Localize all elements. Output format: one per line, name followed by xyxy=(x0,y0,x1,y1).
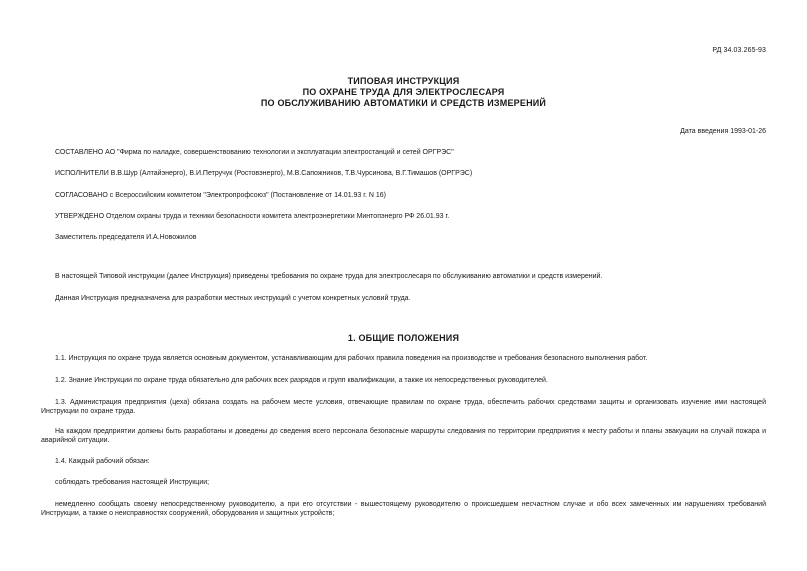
approved-by: УТВЕРЖДЕНО Отделом охраны труда и техники безопасности комитета электроэнергетики Минтопэнерго РФ 26.01.93 г. xyxy=(55,213,450,220)
document-code: РД 34.03.265-93 xyxy=(712,47,766,54)
preamble-paragraph-2: Данная Инструкция предназначена для разработки местных инструкций с учетом конкретных условий труда. xyxy=(55,295,411,302)
paragraph-1-3-routes: На каждом предприятии должны быть разработаны и доведены до сведения всего персонала безопасные маршруты следования по территории предприятия к месту работы и планы эвакуации на случай пожара и аварийной ситуации. xyxy=(41,428,766,444)
paragraph-1-2: 1.2. Знание Инструкции по охране труда обязательно для рабочих всех разрядов и групп квалификации, а также их непосредственных руководителей. xyxy=(55,377,548,384)
section-heading: 1. ОБЩИЕ ПОЛОЖЕНИЯ xyxy=(347,333,460,343)
title-line-2: ПО ОХРАНЕ ТРУДА ДЛЯ ЭЛЕКТРОСЛЕСАРЯ xyxy=(302,87,505,97)
performers: ИСПОЛНИТЕЛИ В.В.Шур (Алтайэнерго), В.И.Петручук (Ростовэнерго), М.В.Сапожников, Т.В.Чурсинова, В.Г.Тимашов (ОРГРЭС) xyxy=(55,170,473,177)
paragraph-1-1: 1.1. Инструкция по охране труда является основным документом, устанавливающим для рабочих правила поведения на производстве и требования безопасного выполнения работ. xyxy=(55,355,648,362)
title-line-1: ТИПОВАЯ ИНСТРУКЦИЯ xyxy=(347,76,460,86)
paragraph-1-4-item-1: соблюдать требования настоящей Инструкции; xyxy=(55,479,210,486)
paragraph-1-4: 1.4. Каждый рабочий обязан: xyxy=(55,458,150,465)
introduction-date: Дата введения 1993-01-26 xyxy=(680,128,766,135)
paragraph-1-3: 1.3. Администрация предприятия (цеха) обязана создать на рабочем месте условия, отвечающие правилам по охране труда, обеспечить рабочих средствами защиты и организовать изучение ими настоящей Инструкции по охране труда. xyxy=(41,399,766,415)
agreed-with: СОГЛАСОВАНО с Всероссийским комитетом "Электропрофсоюз" (Постановление от 14.01.93 г. N 16) xyxy=(55,192,386,199)
composed-by: СОСТАВЛЕНО АО "Фирма по наладке, совершенствованию технологии и эксплуатации электростанций и сетей ОРГРЭС" xyxy=(55,149,454,156)
deputy-chairman: Заместитель председателя И.А.Новожилов xyxy=(55,234,197,241)
document-title xyxy=(0,76,807,109)
paragraph-1-4-item-2: немедленно сообщать своему непосредственному руководителю, а при его отсутствии - вышестоящему руководителю о происшедшем несчастном случае и обо всех замеченных им нарушениях требований Инструкции, а также о неисправностях сооружений, оборудования и защитных устройств; xyxy=(41,501,766,517)
title-line-3: ПО ОБСЛУЖИВАНИЮ АВТОМАТИКИ И СРЕДСТВ ИЗМЕРЕНИЙ xyxy=(260,98,547,108)
preamble-paragraph-1: В настоящей Типовой инструкции (далее Инструкция) приведены требования по охране труда для электрослесаря по обслуживанию автоматики и средств измерений. xyxy=(55,273,603,280)
